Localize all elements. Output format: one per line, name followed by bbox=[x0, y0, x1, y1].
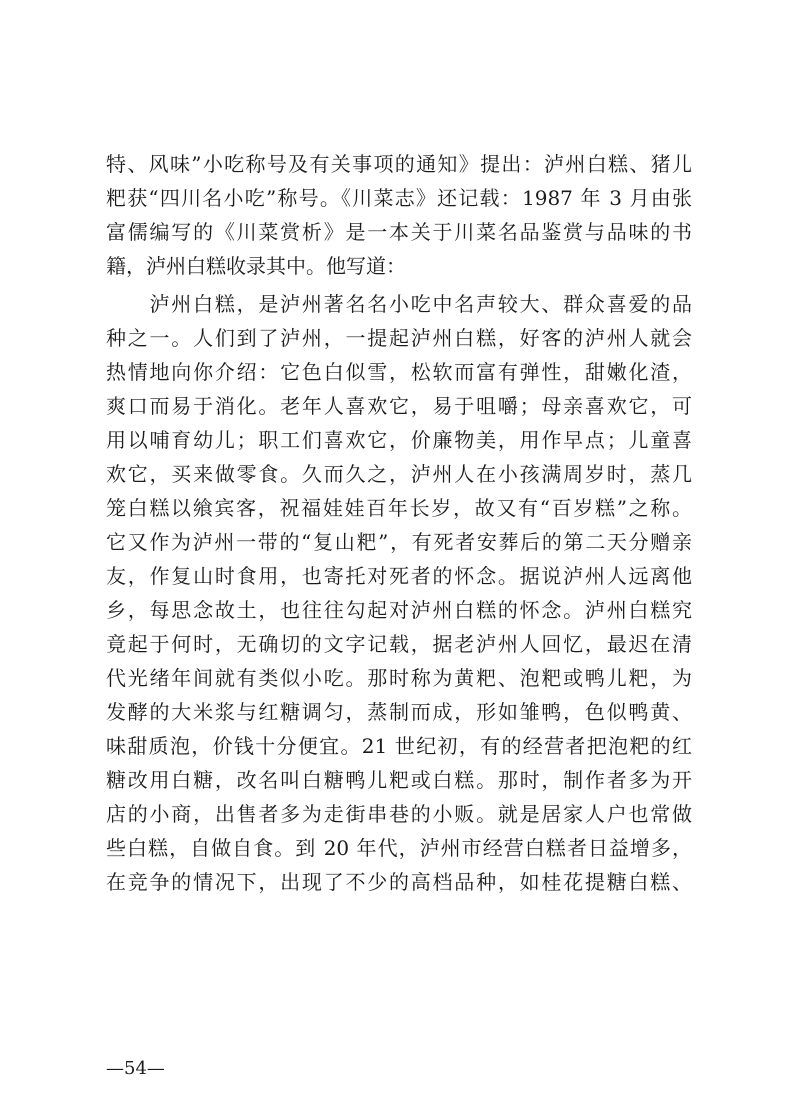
text-line: 代光绪年间就有类似小吃。那时称为黄粑、泡粑或鸭儿粑，为 bbox=[106, 666, 692, 690]
text-line: 特、风味”小吃称号及有关事项的通知》提出：泸州白糕、猪儿 bbox=[106, 152, 692, 176]
text-line: 笼白糕以飨宾客，祝福娃娃百年长岁，故又有“百岁糕”之称。 bbox=[106, 496, 692, 520]
text-line: 味甜质泡，价钱十分便宜。21 世纪初，有的经营者把泡粑的红 bbox=[106, 734, 692, 758]
text-line: 店的小商，出售者多为走街串巷的小贩。就是居家人户也常做 bbox=[106, 802, 692, 826]
text-line: 友，作复山时食用，也寄托对死者的怀念。据说泸州人远离他 bbox=[106, 564, 692, 588]
text-line: 种之一。人们到了泸州，一提起泸州白糕，好客的泸州人就会 bbox=[106, 326, 692, 350]
text-line: 富儒编写的《川菜赏析》是一本关于川菜名品鉴赏与品味的书 bbox=[106, 220, 692, 244]
text-line: 发酵的大米浆与红糖调匀，蒸制而成，形如雏鸭，色似鸭黄、 bbox=[106, 700, 692, 724]
text-line: 在竞争的情况下，出现了不少的高档品种，如桂花提糖白糕、 bbox=[106, 870, 692, 894]
text-line: 泸州白糕，是泸州著名名小吃中名声较大、群众喜爱的品 bbox=[106, 292, 692, 316]
text-line: 用以哺育幼儿；职工们喜欢它，价廉物美，用作早点；儿童喜 bbox=[106, 428, 692, 452]
text-line: 些白糕，自做自食。到 20 年代，泸州市经营白糕者日益增多， bbox=[106, 836, 692, 860]
text-line: 爽口而易于消化。老年人喜欢它，易于咀嚼；母亲喜欢它，可 bbox=[106, 394, 692, 418]
text-line: 粑获“四川名小吃”称号。《川菜志》还记载：1987 年 3 月由张 bbox=[106, 186, 692, 210]
body-text bbox=[106, 147, 692, 899]
text-line: 糖改用白糖，改名叫白糖鸭儿粑或白糕。那时，制作者多为开 bbox=[106, 768, 692, 792]
text-line: 热情地向你介绍：它色白似雪，松软而富有弹性，甜嫩化渣， bbox=[106, 360, 692, 384]
text-line: 欢它，买来做零食。久而久之，泸州人在小孩满周岁时，蒸几 bbox=[106, 462, 692, 486]
text-line: 它又作为泸州一带的“复山粑”，有死者安葬后的第二天分赠亲 bbox=[106, 530, 692, 554]
text-line: 竟起于何时，无确切的文字记载，据老泸州人回忆，最迟在清 bbox=[106, 632, 692, 656]
text-line: 乡，每思念故土，也往往勾起对泸州白糕的怀念。泸州白糕究 bbox=[106, 598, 692, 622]
text-line: 籍，泸州白糕收录其中。他写道： bbox=[106, 254, 406, 278]
page-number: —54— bbox=[106, 1058, 165, 1079]
